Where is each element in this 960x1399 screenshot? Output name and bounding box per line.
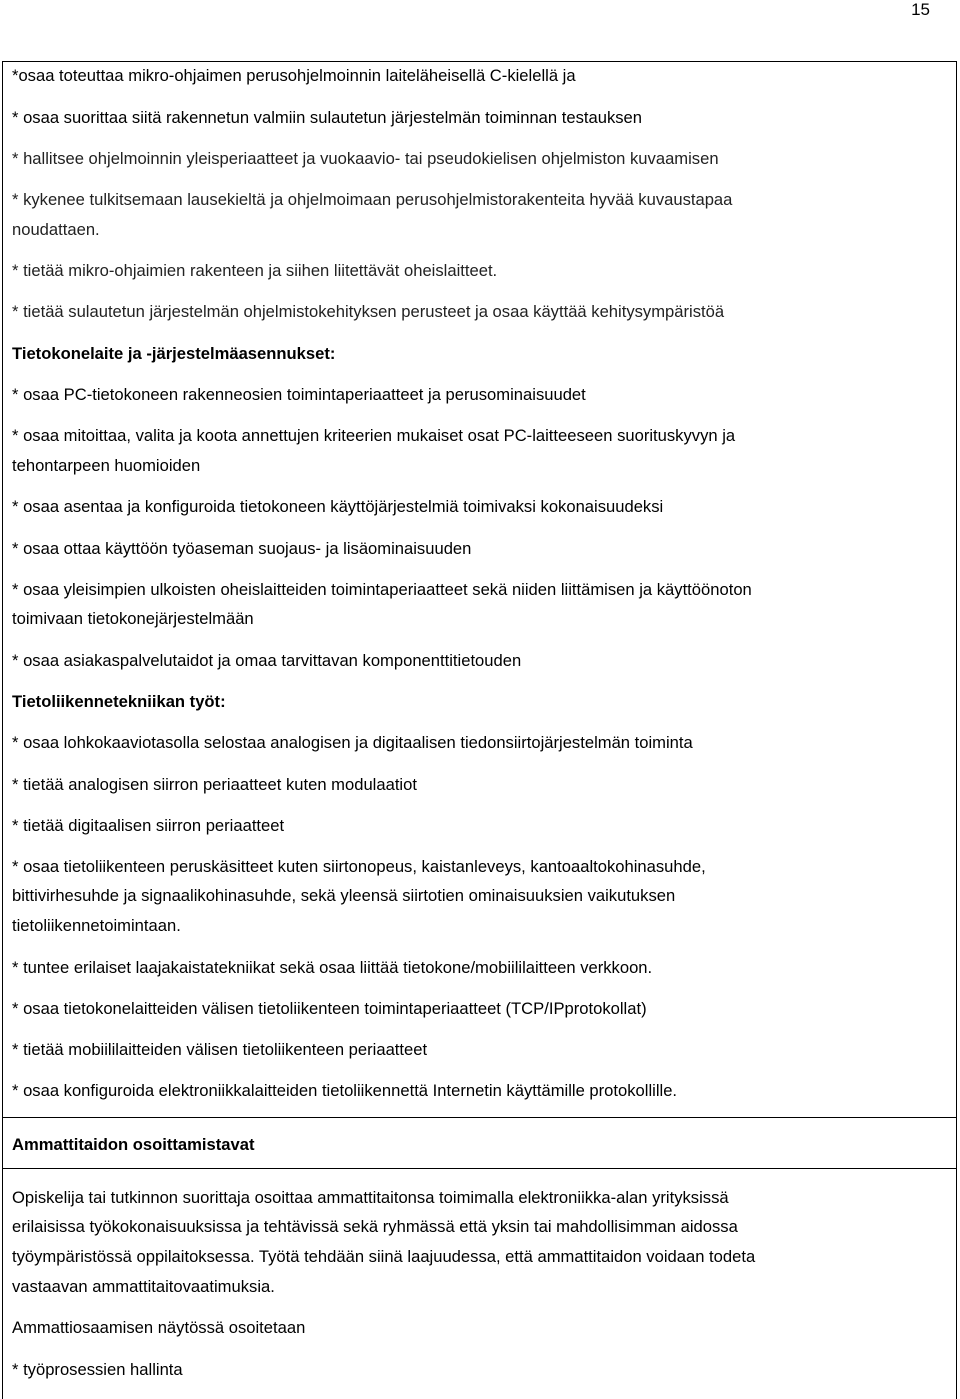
hardware-line: toimivaan tietokonejärjestelmään (12, 609, 254, 628)
hardware-line: tehontarpeen huomioiden (12, 456, 201, 475)
telecom-line: tietoliikennetoimintaan. (12, 916, 181, 935)
hardware-line: * osaa asentaa ja konfiguroida tietokoneen käyttöjärjestelmiä toimivaksi kokonaisuudeksi (12, 497, 664, 516)
objective-line: * osaa suorittaa siitä rakennetun valmiin sulautetun järjestelmän toiminnan testauksen (12, 108, 642, 127)
description-line: erilaisissa työkokonaisuuksissa ja tehtävissä sekä ryhmässä että yksin tai mahdollisimman aidossa (12, 1217, 738, 1236)
description-line: työympäristössä oppilaitoksessa. Työtä tehdään siinä laajuudessa, että ammattitaidon voidaan todeta (12, 1247, 756, 1266)
telecom-line: * osaa lohkokaaviotasolla selostaa analogisen ja digitaalisen tiedonsiirtojärjestelmän toiminta (12, 733, 693, 752)
description-line: Ammattiosaamisen näytössä osoitetaan (12, 1318, 306, 1337)
telecom-line: * osaa konfiguroida elektroniikkalaitteiden tietoliikennettä Internetin käyttämille protokollille. (12, 1081, 678, 1100)
hardware-line: * osaa PC-tietokoneen rakenneosien toimintaperiaatteet ja perusominaisuudet (12, 385, 586, 404)
telecom-line: * tietää analogisen siirron periaatteet kuten modulaatiot (12, 775, 417, 794)
objective-line: * kykenee tulkitsemaan lausekieltä ja ohjelmoimaan perusohjelmistorakenteita hyvää kuvaustapaa (12, 190, 733, 209)
hardware-line: * osaa ottaa käyttöön työaseman suojaus- ja lisäominaisuuden (12, 539, 472, 558)
hardware-line: * osaa asiakaspalvelutaidot ja omaa tarvittavan komponenttitietouden (12, 651, 522, 670)
telecom-line: * osaa tietokonelaitteiden välisen tietoliikenteen toimintaperiaatteet (TCP/IPprotokollat) (12, 999, 647, 1018)
hardware-line: * osaa mitoittaa, valita ja koota annettujen kriteerien mukaiset osat PC-laitteeseen suorituskyvyn ja (12, 426, 736, 445)
description-line: * työprosessien hallinta (12, 1360, 183, 1379)
telecom-line: bittivirhesuhde ja signaalikohinasuhde, sekä yleensä siirtotien ominaisuuksien vaikutuksen (12, 886, 676, 905)
description-line: vastaavan ammattitaitovaatimuksia. (12, 1277, 275, 1296)
objective-line: noudattaen. (12, 220, 100, 239)
objective-line: * hallitsee ohjelmoinnin yleisperiaatteet ja vuokaavio- tai pseudokielisen ohjelmiston kuvaamisen (12, 149, 719, 168)
section-heading-demonstration: Ammattitaidon osoittamistavat (12, 1135, 255, 1154)
objective-line: *osaa toteuttaa mikro-ohjaimen perusohjelmoinnin laiteläheisellä C-kielellä ja (12, 66, 576, 85)
description-line: Opiskelija tai tutkinnon suorittaja osoittaa ammattitaitonsa toimimalla elektroniikka-alan yrityksissä (12, 1188, 729, 1207)
telecom-line: * tuntee erilaiset laajakaistatekniikat sekä osaa liittää tietokone/mobiililaitteen verkkoon. (12, 958, 653, 977)
telecom-line: * osaa tietoliikenteen peruskäsitteet kuten siirtonopeus, kaistanleveys, kantoaaltokohinasuhde, (12, 857, 706, 876)
hardware-line: * osaa yleisimpien ulkoisten oheislaitteiden toimintaperiaatteet sekä niiden liittämisen ja käyttöönoton (12, 580, 752, 599)
objective-line: * tietää sulautetun järjestelmän ohjelmistokehityksen perusteet ja osaa käyttää kehitysympäristöä (12, 302, 725, 321)
section-heading-telecom: Tietoliikennetekniikan työt: (12, 692, 226, 711)
objective-line: * tietää mikro-ohjaimien rakenteen ja siihen liitettävät oheislaitteet. (12, 261, 498, 280)
telecom-line: * tietää mobiililaitteiden välisen tietoliikenteen periaatteet (12, 1040, 428, 1059)
telecom-line: * tietää digitaalisen siirron periaatteet (12, 816, 285, 835)
page-number: 15 (911, 0, 930, 19)
section-heading-hardware: Tietokonelaite ja -järjestelmäasennukset: (12, 344, 336, 363)
